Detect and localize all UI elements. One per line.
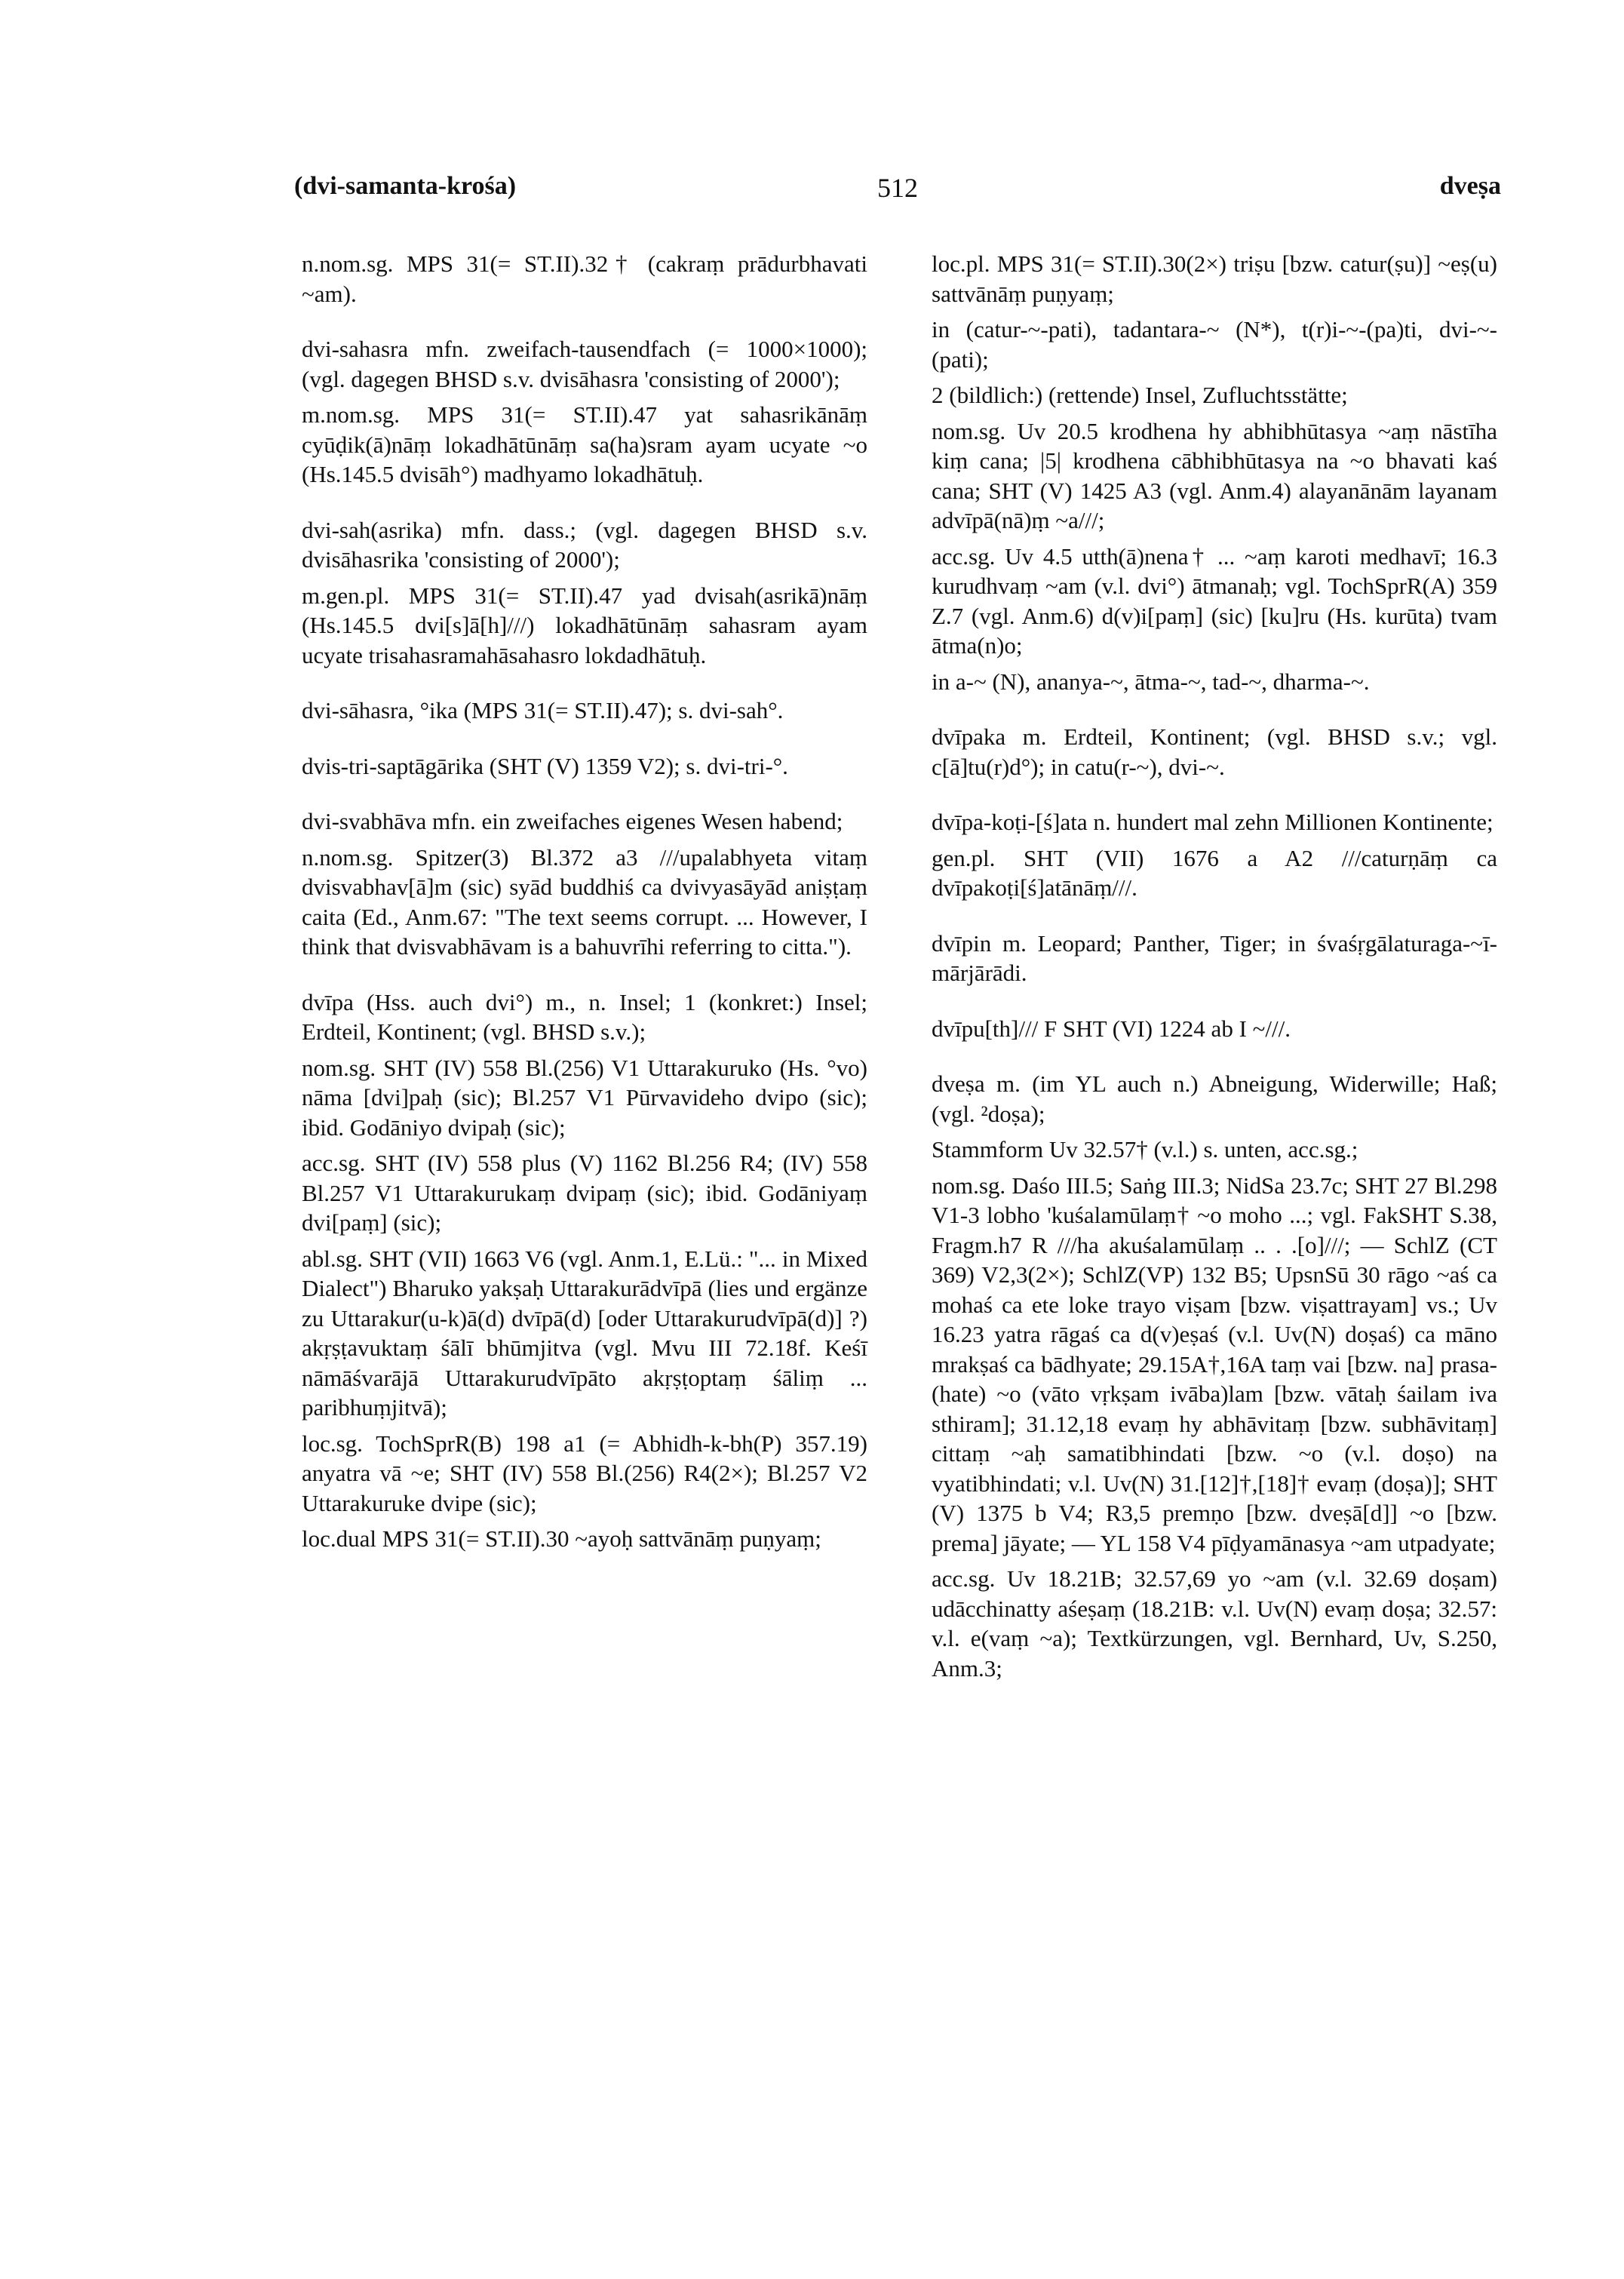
left-column xyxy=(302,249,867,1554)
entry-subsection: in a-~ (N), ananya-~, ātma-~, tad-~, dharma-~. xyxy=(932,668,1370,695)
dictionary-entry: dvīpa-koṭi-[ś]ata n. hundert mal zehn Millionen Kontinente; xyxy=(932,809,1494,835)
dictionary-entry: loc.pl. MPS 31(= ST.II).30(2×) triṣu [bzw. catur(ṣu)] ~eṣ(u) sattvānāṃ puṇyaṃ; xyxy=(932,250,1497,307)
dictionary-entry: dvi-sah(asrika) mfn. dass.; (vgl. dagegen BHSD s.v. dvisāhasrika 'consisting of 2000'); xyxy=(302,516,867,573)
dictionary-entry: dvīpaka m. Erdteil, Kontinent; (vgl. BHSD s.v.; vgl. c[ā]tu(r)d°); in catu(r-~), dvi-~. xyxy=(932,723,1497,780)
entry-subsection: loc.dual MPS 31(= ST.II).30 ~ayoḥ sattvānāṃ puṇyaṃ; xyxy=(302,1525,821,1552)
right-column xyxy=(932,249,1497,1683)
entry-subsection: n.nom.sg. Spitzer(3) Bl.372 a3 ///upalabhyeta vitaṃ dvisvabhav[ā]m (sic) syād buddhiś ca dvivyasāyād aniṣṭaṃ caita (Ed., Anm.67: "The text seems corrupt. ... However, I think that dvisvabhāvam is a bahuvrīhi referring to citta."). xyxy=(302,843,867,960)
dictionary-entry: dvīpa (Hss. auch dvi°) m., n. Insel; 1 (konkret:) Insel; Erdteil, Kontinent; (vgl. BHSD s.v.); xyxy=(302,988,867,1045)
entry-subsection: acc.sg. Uv 4.5 utth(ā)nena† ... ~aṃ karoti medhavī; 16.3 kurudhvaṃ ~am (v.l. dvi°) ātmanaḥ; vgl. TochSprR(A) 359 Z.7 (vgl. Anm.6) d(v)i[paṃ] (sic) [ku]ru (Hs. kurūta) tvam ātma(n)o; xyxy=(932,542,1497,659)
dictionary-entry: n.nom.sg. MPS 31(= ST.II).32† (cakraṃ prādurbhavati ~am). xyxy=(302,250,867,307)
entry-subsection: 2 (bildlich:) (rettende) Insel, Zufluchtsstätte; xyxy=(932,382,1348,408)
dictionary-entry: dvīpu[th]/// F SHT (VI) 1224 ab I ~///. xyxy=(932,1015,1291,1042)
running-header xyxy=(294,172,1501,217)
entry-subsection: gen.pl. SHT (VII) 1676 a A2 ///caturṇāṃ ca dvīpakoṭi[ś]atānāṃ///. xyxy=(932,844,1497,901)
dictionary-entry: dvis-tri-saptāgārika (SHT (V) 1359 V2); s. dvi-tri-°. xyxy=(302,752,788,779)
entry-subsection: m.gen.pl. MPS 31(= ST.II).47 yad dvisah(asrikā)nāṃ (Hs.145.5 dvi[s]ā[h]///) lokadhātūnāṃ sahasram ayam ucyate trisahasramahāsahasro lokdadhātuḥ. xyxy=(302,582,867,668)
entry-subsection: abl.sg. SHT (VII) 1663 V6 (vgl. Anm.1, E.Lü.: "... in Mixed Dialect") Bharuko yakṣaḥ Uttarakurādvīpā (lies und ergänze zu Uttarakur(u-k)ā(d) dvīpā(d) [oder Uttarakurudvīpā(d)] ?) akṛṣṭavuktaṃ śālī bhūmjitva (vgl. Mvu III 72.18f. Keśī nāmāśvarājā Uttarakurudvīpāto akṛṣṭoptaṃ śāliṃ ... paribhuṃjitvā); xyxy=(302,1245,867,1421)
dictionary-entry: dveṣa m. (im YL auch n.) Abneigung, Widerwille; Haß; (vgl. ²doṣa); xyxy=(932,1070,1497,1127)
dictionary-entry: dvi-sāhasra, °ika (MPS 31(= ST.II).47); s. dvi-sah°. xyxy=(302,697,784,723)
entry-subsection: m.nom.sg. MPS 31(= ST.II).47 yat sahasrikānāṃ cyūḍik(ā)nāṃ lokadhātūnāṃ sa(ha)sram ayam ucyate ~o (Hs.145.5 dvisāh°) madhyamo lokadhātuḥ. xyxy=(302,401,867,487)
dictionary-entry: dvīpin m. Leopard; Panther, Tiger; in śvaśṛgālaturaga-~ī-mārjārādi. xyxy=(932,929,1497,986)
entry-subsection: acc.sg. Uv 18.21B; 32.57,69 yo ~am (v.l. 32.69 doṣam) udācchinatty aśeṣaṃ (18.21B: v.l. Uv(N) evaṃ doṣa; 32.57: v.l. e(vaṃ ~a); Textkürzungen, vgl. Bernhard, Uv, S.250, Anm.3; xyxy=(932,1565,1497,1682)
entry-subsection: nom.sg. Daśo III.5; Saṅg III.3; NidSa 23.7c; SHT 27 Bl.298 V1-3 lobho 'kuśalamūlaṃ† ~o moho ...; vgl. FakSHT S.38, Fragm.h7 R ///ha akuśalamūlaṃ .. . .[o]///; — SchlZ (CT 369) V2,3(2×); SchlZ(VP) 132 B5; UpsnSū 30 rāgo ~aś ca mohaś ca ete loke trayo viṣam [bzw. viṣattrayam] vs.; Uv 16.23 yatra rāgaś ca d(v)eṣaś (v.l. Uv(N) doṣaś) ca māno mrakṣaś ca bādhyate; 29.15A†,16A taṃ vai [bzw. na] prasa-(hate) ~o (vāto vṛkṣam ivāba)lam [bzw. vātaḥ śailam iva sthiram]; 31.12,18 evaṃ hy abhāvitaṃ [bzw. subhāvitaṃ] cittaṃ ~aḥ samatibhindati [bzw. ~o (v.l. doṣo) na vyatibhindati; v.l. Uv(N) 31.[12]†,[18]† evaṃ (doṣa)]; SHT (V) 1375 b V4; R3,5 premṇo [bzw. dveṣā[d]] ~o [bzw. prema] jāyate; — YL 158 V4 pīḍyamānasya ~am utpadyate; xyxy=(932,1172,1497,1556)
entry-subsection: in (catur-~-pati), tadantara-~ (N*), t(r)i-~-(pa)ti, dvi-~-(pati); xyxy=(932,316,1497,373)
entry-subsection: nom.sg. Uv 20.5 krodhena hy abhibhūtasya ~aṃ nāstīha kiṃ cana; |5| krodhena cābhibhūtasya na ~o bhavati kaś cana; SHT (V) 1425 A3 (vgl. Anm.4) alayanānām layanam advīpā(nā)ṃ ~a///; xyxy=(932,417,1497,533)
entry-subsection: nom.sg. SHT (IV) 558 Bl.(256) V1 Uttarakuruko (Hs. °vo) nāma [dvi]paḥ (sic); Bl.257 V1 Pūrvavideho dvipo (sic); ibid. Godāniyo dvipaḥ (sic); xyxy=(302,1054,867,1141)
entry-subsection: acc.sg. SHT (IV) 558 plus (V) 1162 Bl.256 R4; (IV) 558 Bl.257 V1 Uttarakurukaṃ dvipaṃ (sic); ibid. Godāniyaṃ dvi[paṃ] (sic); xyxy=(302,1150,867,1236)
header-right-keyword: dveṣa xyxy=(1439,172,1501,200)
entry-subsection: Stammform Uv 32.57† (v.l.) s. unten, acc.sg.; xyxy=(932,1136,1358,1163)
page-number: 512 xyxy=(877,173,918,203)
entry-subsection: loc.sg. TochSprR(B) 198 a1 (= Abhidh-k-bh(P) 357.19) anyatra vā ~e; SHT (IV) 558 Bl.(256) R4(2×); Bl.257 V2 Uttarakuruke dvipe (sic); xyxy=(302,1430,867,1516)
header-left-keyword: (dvi-samanta-krośa) xyxy=(294,172,517,200)
dictionary-entry: dvi-svabhāva mfn. ein zweifaches eigenes Wesen habend; xyxy=(302,808,843,834)
dictionary-entry: dvi-sahasra mfn. zweifach-tausendfach (= 1000×1000); (vgl. dagegen BHSD s.v. dvisāhasra 'consisting of 2000'); xyxy=(302,336,867,392)
